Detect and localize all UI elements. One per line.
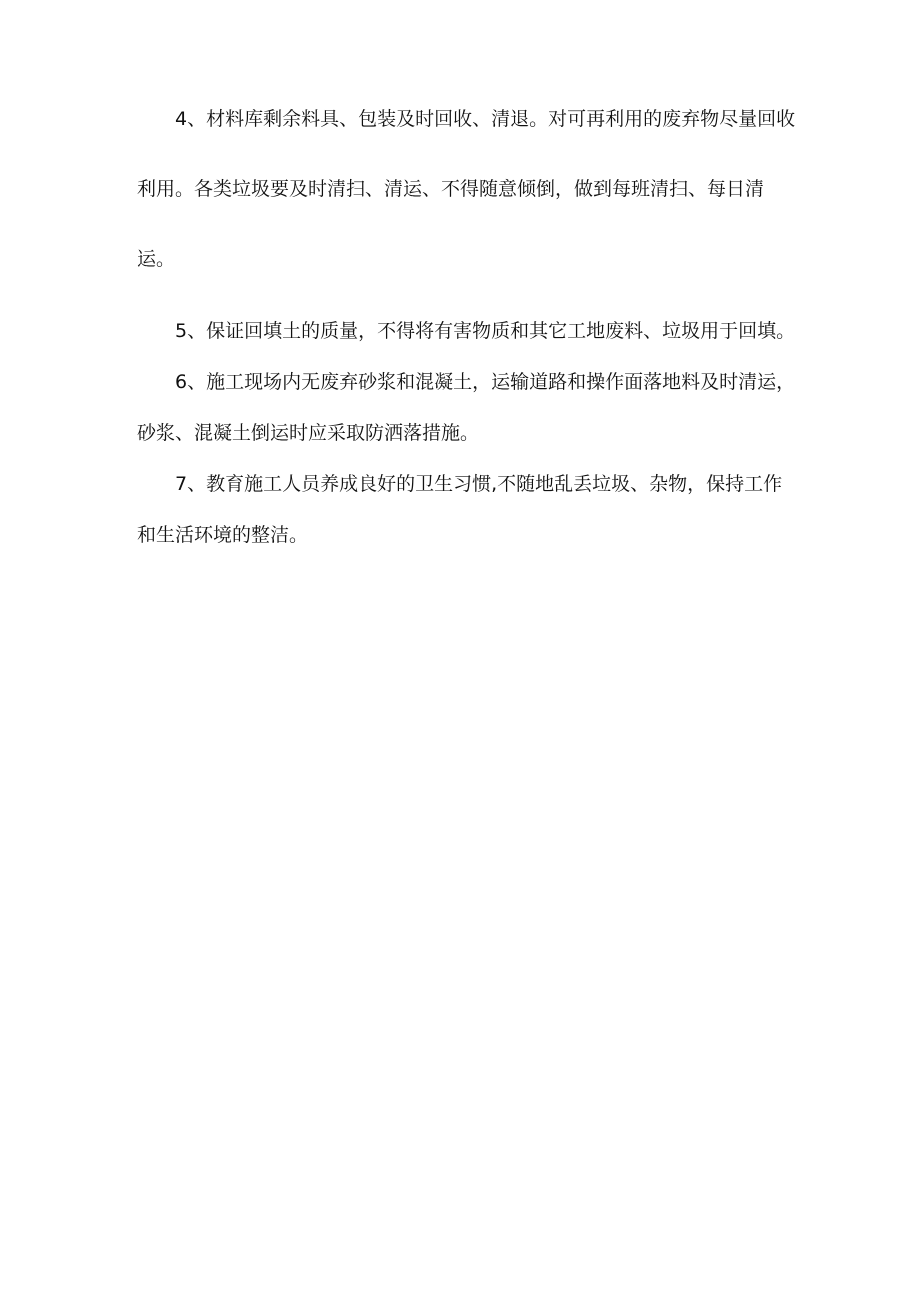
paragraph-5: 5、保证回填土的质量，不得将有害物质和其它工地废料、垃圾用于回填。 (175, 320, 796, 342)
paragraph-6: 6、施工现场内无废弃砂浆和混凝土，运输道路和操作面落地料及时清运，砂浆、混凝土倒运时应采取防洒落措施。 (137, 371, 796, 444)
paragraph-4: 4、材料库剩余料具、包装及时回收、清退。对可再利用的废弃物尽量回收利用。各类垃圾要及时清扫、清运、不得随意倾倒，做到每班清扫、每日清运。 (137, 108, 796, 270)
paragraph-7: 7、教育施工人员养成良好的卫生习惯,不随地乱丢垃圾、杂物，保持工作和生活环境的整洁。 (137, 473, 783, 546)
document-body (137, 100, 797, 561)
